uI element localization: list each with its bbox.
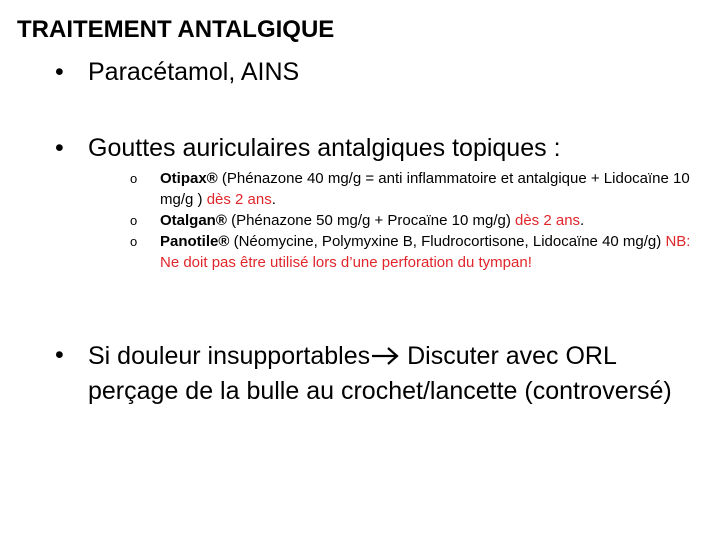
text-after-arrow: Discuter avec ORL perçage de la bulle au crochet/lancette (controversé) — [88, 342, 672, 405]
bullet-marker: • — [55, 134, 64, 162]
drug-name: Otalgan® — [160, 212, 227, 229]
sub-item-otipax — [130, 168, 705, 210]
text-before-arrow: Si douleur insupportables — [88, 342, 371, 370]
bullet-text: Paracétamol, AINS — [88, 58, 300, 86]
drug-name: Otipax® — [160, 170, 218, 187]
sub-list-drops — [130, 168, 705, 273]
sentence-end: . — [271, 191, 276, 208]
bullet-douleur — [55, 339, 715, 449]
bullet-text — [88, 339, 708, 409]
slide-title: TRAITEMENT ANTALGIQUE — [17, 16, 335, 43]
drug-description: (Phénazone 40 mg/g = anti inflammatoire et antalgique + Lidocaïne 10 mg/g ) — [160, 170, 690, 208]
warning-note: NB: Ne doit pas être utilisé lors d’une perforation du tympan! — [160, 233, 691, 271]
sentence-end: . — [580, 212, 585, 229]
bullet-marker: • — [55, 341, 64, 369]
age-note: dès 2 ans — [206, 191, 272, 208]
right-arrow-icon — [370, 346, 400, 366]
drug-description: (Néomycine, Polymyxine B, Fludrocortisone, Lidocaïne 40 mg/g) — [229, 233, 666, 250]
drug-description: (Phénazone 50 mg/g + Procaïne 10 mg/g) — [226, 212, 515, 229]
sub-item-panotile — [130, 231, 705, 273]
sub-marker: o — [130, 171, 138, 186]
bullet-text: Gouttes auriculaires antalgiques topiques : — [88, 134, 561, 162]
drug-name: Panotile® — [160, 233, 230, 250]
sub-marker: o — [130, 213, 138, 228]
bullet-marker: • — [55, 58, 64, 86]
age-note: dès 2 ans — [515, 212, 581, 229]
sub-item-otalgan — [130, 210, 705, 231]
sub-marker: o — [130, 234, 138, 249]
